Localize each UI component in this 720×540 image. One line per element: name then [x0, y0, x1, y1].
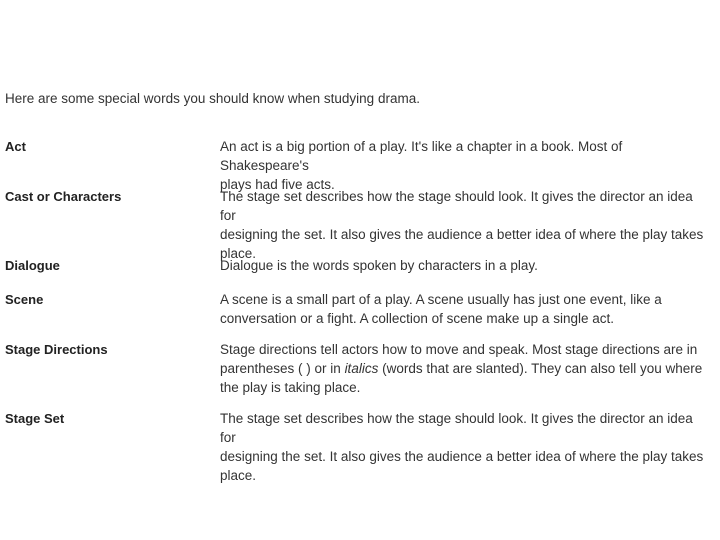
- term-dialogue: Dialogue: [5, 258, 60, 273]
- definition-stage-directions: [220, 340, 712, 397]
- term-cast-or-characters: Cast or Characters: [5, 189, 122, 204]
- definition-cast-or-characters: The stage set describes how the stage should look. It gives the director an idea for designing the set. It also gives the audience a better idea of where the play takes place.: [220, 189, 704, 261]
- definition-act: An act is a big portion of a play. It's like a chapter in a book. Most of Shakespeare's plays had five acts.: [220, 139, 623, 192]
- term-scene: Scene: [5, 292, 44, 307]
- definition-stage-directions-text-before: Stage directions tell actors how to move and speak. Most stage directions are in parentheses ( ) or in: [220, 342, 698, 376]
- term-act: Act: [5, 139, 26, 154]
- term-stage-set: Stage Set: [5, 411, 65, 426]
- definition-scene: A scene is a small part of a play. A scene usually has just one event, like a conversation or a fight. A collection of scene make up a single act.: [220, 292, 662, 326]
- definition-stage-set: The stage set describes how the stage should look. It gives the director an idea for designing the set. It also gives the audience a better idea of where the play takes place.: [220, 411, 704, 483]
- definition-dialogue: Dialogue is the words spoken by characters in a play.: [220, 258, 538, 273]
- definition-stage-directions-text-after: (words that are slanted). They can also tell you where the play is taking place.: [220, 361, 703, 395]
- intro-text: Here are some special words you should know when studying drama.: [5, 91, 420, 106]
- term-stage-directions: Stage Directions: [5, 342, 108, 357]
- definition-stage-directions-italic-word: italics: [344, 361, 379, 376]
